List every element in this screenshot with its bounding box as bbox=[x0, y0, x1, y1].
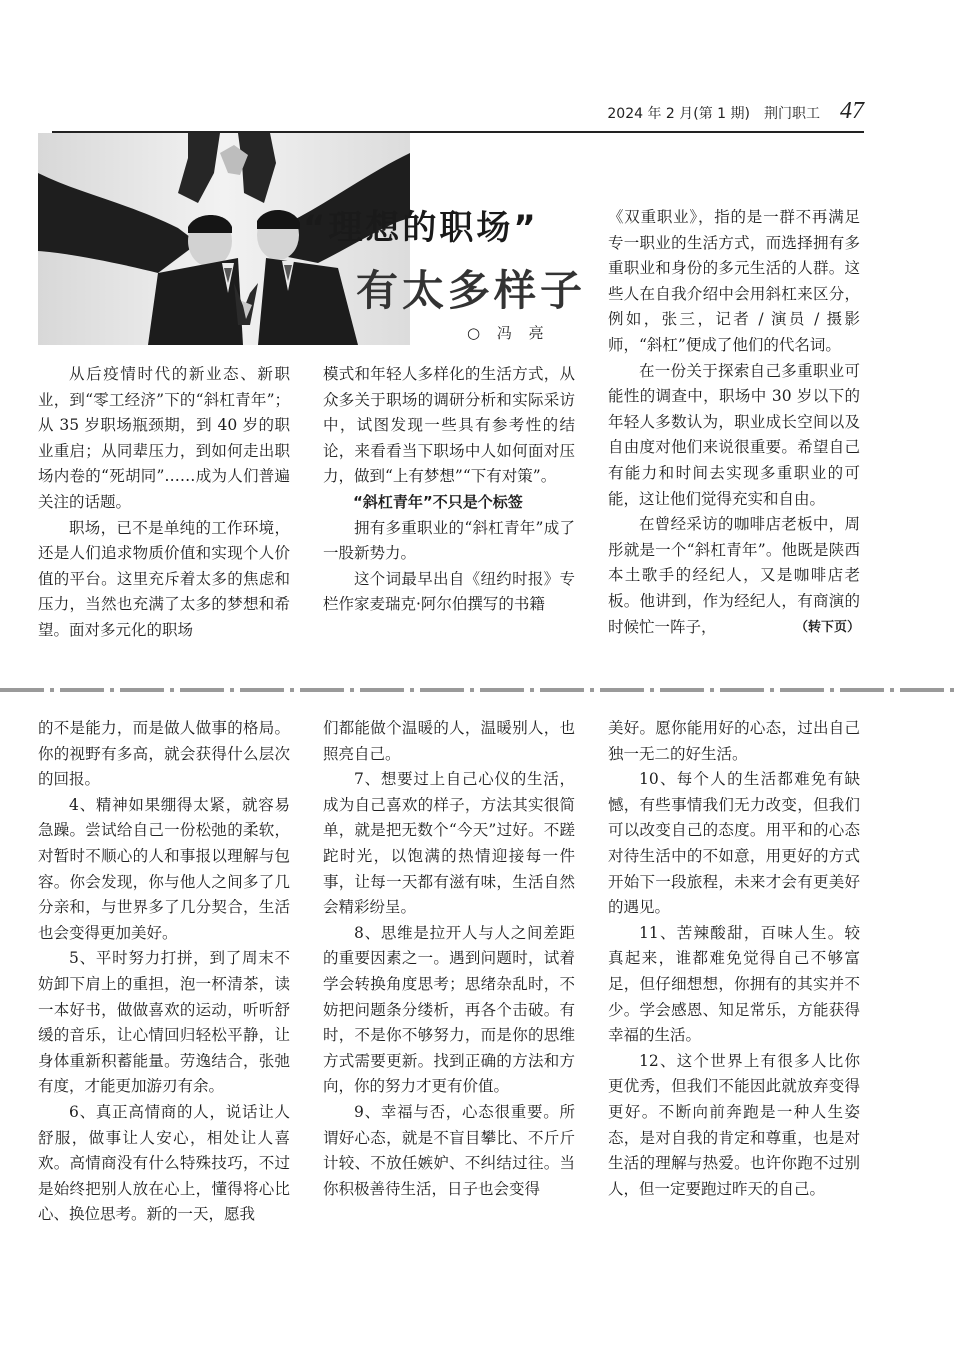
section-divider bbox=[0, 688, 960, 692]
paragraph: 模式和年轻人多样化的生活方式，从众多关于职场的调研分析和实际采访中，试图发现一些具有参考性的结论，来看看当下职场中人如何面对压力，做到“上有梦想”“下有对策”。 bbox=[323, 365, 575, 486]
paragraph: 8、思维是拉开人与人之间差距的重要因素之一。遇到问题时，试着学会转换角度思考；思绪杂乱时，不妨把问题条分缕析，再各个击破。有时，不是你不够努力，而是你的思维方式需要更新。找到正确的方法和方向，你的努力才更有价值。 bbox=[323, 923, 575, 1096]
paragraph: 10、每个人的生活都难免有缺憾，有些事情我们无力改变，但我们可以改变自己的态度。用平和的心态对待生活中的不如意，用更好的方式开始下一段旅程，未来才会有更美好的遇见。 bbox=[608, 770, 860, 917]
paragraph: 12、这个世界上有很多人比你更优秀，但我们不能因此就放弃变得更好。不断向前奔跑是一种人生姿态，是对自我的肯定和尊重，也是对生活的理解与热爱。也许你跑不过别人，但一定要跑过昨天的自己。 bbox=[608, 1051, 860, 1198]
article-title-line2: 有太多样子 bbox=[356, 266, 587, 315]
paragraph: 职场，已不是单纯的工作环境，还是人们追求物质价值和实现个人价值的平台。这里充斥着太多的焦虑和压力，当然也充满了太多的梦想和希望。面对多元化的职场 bbox=[38, 518, 290, 639]
lower-column-2 bbox=[323, 716, 575, 1202]
article-column-3 bbox=[608, 205, 860, 640]
paragraph: 的不是能力，而是做人做事的格局。你的视野有多高，就会获得什么层次的回报。 bbox=[38, 719, 290, 789]
paragraph bbox=[608, 512, 860, 640]
article-column-2 bbox=[323, 362, 575, 618]
running-header bbox=[607, 98, 864, 125]
paragraph: 7、想要过上自己心仪的生活，成为自己喜欢的样子，方法其实很简单，就是把无数个“今天”过好。不蹉跎时光，以饱满的热情迎接每一件事，让每一天都有滋有味，生活自然会精彩纷呈。 bbox=[323, 770, 575, 917]
paragraph: 6、真正高情商的人，说话让人舒服，做事让人安心，相处让人喜欢。高情商没有什么特殊技巧，不过是始终把别人放在心上，懂得将心比心、换位思考。新的一天，愿我 bbox=[38, 1102, 290, 1224]
section-heading: “斜杠青年”不只是个标签 bbox=[353, 492, 523, 511]
paragraph-text: 在曾经采访的咖啡店老板中，周彤就是一个“斜杠青年”。他既是陕西本土歌手的经纪人，又是咖啡店老板。他讲到，作为经纪人，有商演的时候忙一阵子， bbox=[608, 515, 860, 636]
paragraph: 这个词最早出自《纽约时报》专栏作家麦瑞克·阿尔伯撰写的书籍 bbox=[323, 569, 575, 614]
paragraph: 5、平时努力打拼，到了周末不妨卸下肩上的重担，泡一杯清茶，读一本好书，做做喜欢的运动，听听舒缓的音乐，让心情回归轻松平静，让身体重新积蓄能量。劳逸结合，张弛有度，才能更加游刃有余。 bbox=[38, 949, 290, 1096]
issue-date: 2024 年 2 月(第 1 期) bbox=[607, 106, 750, 122]
article-column-1 bbox=[38, 362, 290, 644]
paragraph: 们都能做个温暖的人，温暖别人，也照亮自己。 bbox=[323, 719, 575, 763]
paragraph: 拥有多重职业的“斜杠青年”成了一股新势力。 bbox=[323, 518, 575, 563]
paragraph: 9、幸福与否，心态很重要。所谓好心态，就是不盲目攀比、不斤斤计较、不放任嫉妒、不纠结过往。当你积极善待生活，日子也会变得 bbox=[323, 1102, 575, 1198]
article-author: ○ 冯 亮 bbox=[467, 324, 550, 342]
paragraph: 从后疫情时代的新业态、新职业，到“零工经济”下的“斜杠青年”；从 35 岁职场瓶颈期，到 40 岁的职业重启；从同辈压力，到如何走出职场内卷的“死胡同”……成为人们普遍关注的话题。 bbox=[38, 365, 290, 511]
journal-name: 荆门职工 bbox=[764, 106, 820, 122]
paragraph: 美好。愿你能用好的心态，过出自己独一无二的好生活。 bbox=[608, 719, 860, 763]
paragraph: 4、精神如果绷得太紧，就容易急躁。尝试给自己一份松弛的柔软，对暂时不顺心的人和事报以理解与包容。你会发现，你与他人之间多了几分亲和，与世界多了几分契合，生活也会变得更加美好。 bbox=[38, 795, 290, 942]
paragraph: 11、苦辣酸甜，百味人生。较真起来，谁都难免觉得自己不够富足，但仔细想想，你拥有的其实并不少。学会感恩、知足常乐，方能获得幸福的生活。 bbox=[608, 923, 860, 1045]
lower-column-1 bbox=[38, 716, 290, 1228]
paragraph: 在一份关于探索自己多重职业可能性的调查中，职场中 30 岁以下的年轻人多数认为，职业成长空间以及自由度对他们来说很重要。希望自己有能力和时间去实现多重职业的可能，这让他们觉得充实和自由。 bbox=[608, 361, 860, 508]
lower-column-3 bbox=[608, 716, 860, 1202]
page-number: 47 bbox=[840, 98, 864, 124]
paragraph: 《双重职业》，指的是一群不再满足专一职业的生活方式，而选择拥有多重职业和身份的多元生活的人群。这些人在自我介绍中会用斜杠来区分，例如，张三，记者 / 演员 / 摄影师，“斜杠”便成了他们的代名词。 bbox=[608, 208, 860, 354]
continued-note: （转下页） bbox=[794, 619, 860, 635]
article-title-line1: “理想的职场” bbox=[303, 208, 539, 248]
